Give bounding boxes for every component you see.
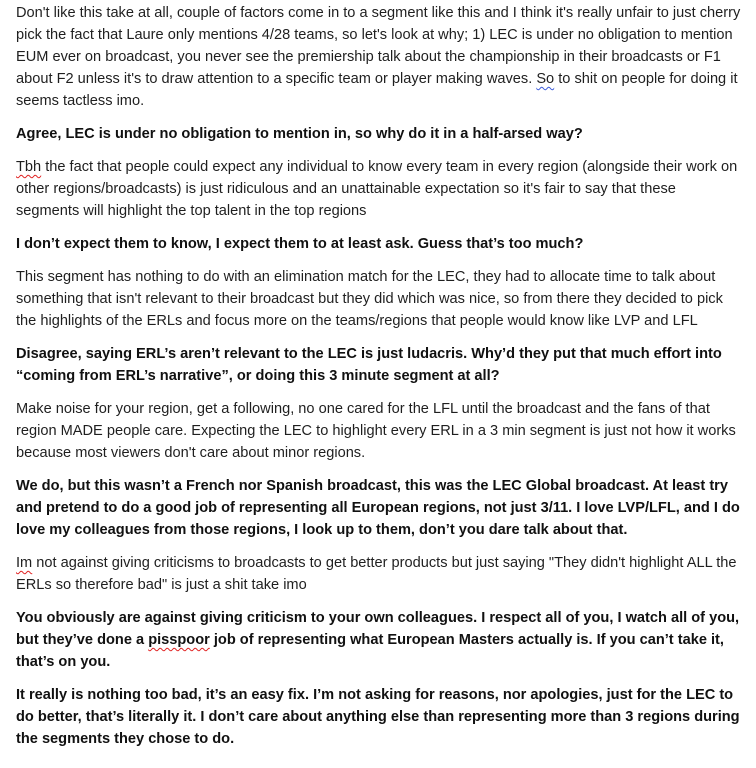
quoted-comment-paragraph: [16, 2, 742, 112]
text-run: Agree, LEC is under no obligation to mention in, so why do it in a half-arsed way?: [16, 126, 583, 142]
text-run: This segment has nothing to do with an elimination match for the LEC, they had to allocate time to talk about something that isn't relevant to their broadcast but they did which was nice, so from there they decided to pick the highlights of the ERLs and focus more on the teams/regions that people would know like LVP and LFL: [16, 269, 723, 329]
quoted-comment-paragraph: [16, 266, 742, 332]
text-run: the fact that people could expect any individual to know every team in every region (alongside their work on other regions/broadcasts) is just ridiculous and an unattainable expectation so it's fair to say that these segments will highlight the top talent in the top regions: [16, 159, 738, 219]
text-run: job of representing what European Masters actually is. If you can’t take it, that’s on you.: [16, 632, 724, 670]
reply-paragraph: [16, 123, 742, 145]
reply-paragraph: [16, 607, 742, 673]
quoted-comment-paragraph: [16, 552, 742, 596]
reply-paragraph: [16, 343, 742, 387]
text-run: We do, but this wasn’t a French nor Spanish broadcast, this was the LEC Global broadcast. At least try and pretend to do a good job of representing all European regions, not just 3/11. I love LVP/LFL, and I do love my colleagues from those regions, I look up to them, don’t you dare talk about that.: [16, 478, 740, 538]
text-run: It really is nothing too bad, it’s an easy fix. I’m not asking for reasons, nor apologies, just for the LEC to do better, that’s literally it. I don’t care about anything else than representing more than 3 regions during the segments they chose to do.: [16, 687, 740, 747]
quoted-comment-paragraph: [16, 398, 742, 464]
text-run: Make noise for your region, get a following, no one cared for the LFL until the broadcast and the fans of that region MADE people care. Expecting the LEC to highlight every ERL in a 3 min segment is just not how it works because most viewers don't care about minor regions.: [16, 401, 736, 461]
reply-paragraph: [16, 684, 742, 750]
spellcheck-flagged-word[interactable]: So: [536, 71, 555, 87]
text-run: You obviously are against giving criticism to your own colleagues. I respect all of you, I watch all of you, but they’ve done a: [16, 610, 740, 648]
reply-paragraph: [16, 475, 742, 541]
reply-paragraph: [16, 233, 742, 255]
spellcheck-flagged-word[interactable]: Im: [16, 555, 33, 571]
text-run: to shit on people for doing it seems tactless imo.: [16, 71, 738, 109]
quoted-comment-paragraph: [16, 156, 742, 222]
spellcheck-flagged-word[interactable]: Tbh: [16, 159, 42, 175]
text-run: Don't like this take at all, couple of factors come in to a segment like this and I think it's really unfair to just cherry pick the fact that Laure only mentions 4/28 teams, so let's look at why; 1) LEC is under no obligation to mention EUM ever on broadcast, you never see the premiership talk about the championship in their broadcasts or F1 about F2 unless it's to draw attention to a specific team or player making waves.: [16, 5, 741, 87]
text-run: not against giving criticisms to broadcasts to get better products but just saying "They didn't highlight ALL the ERLs so therefore bad" is just a shit take imo: [16, 555, 737, 593]
text-run: I don’t expect them to know, I expect them to at least ask. Guess that’s too much?: [16, 236, 584, 252]
spellcheck-flagged-word[interactable]: pisspoor: [148, 632, 210, 648]
text-run: Disagree, saying ERL’s aren’t relevant to the LEC is just ludacris. Why’d they put that much effort into “coming from ERL’s narrative”, or doing this 3 minute segment at all?: [16, 346, 722, 384]
